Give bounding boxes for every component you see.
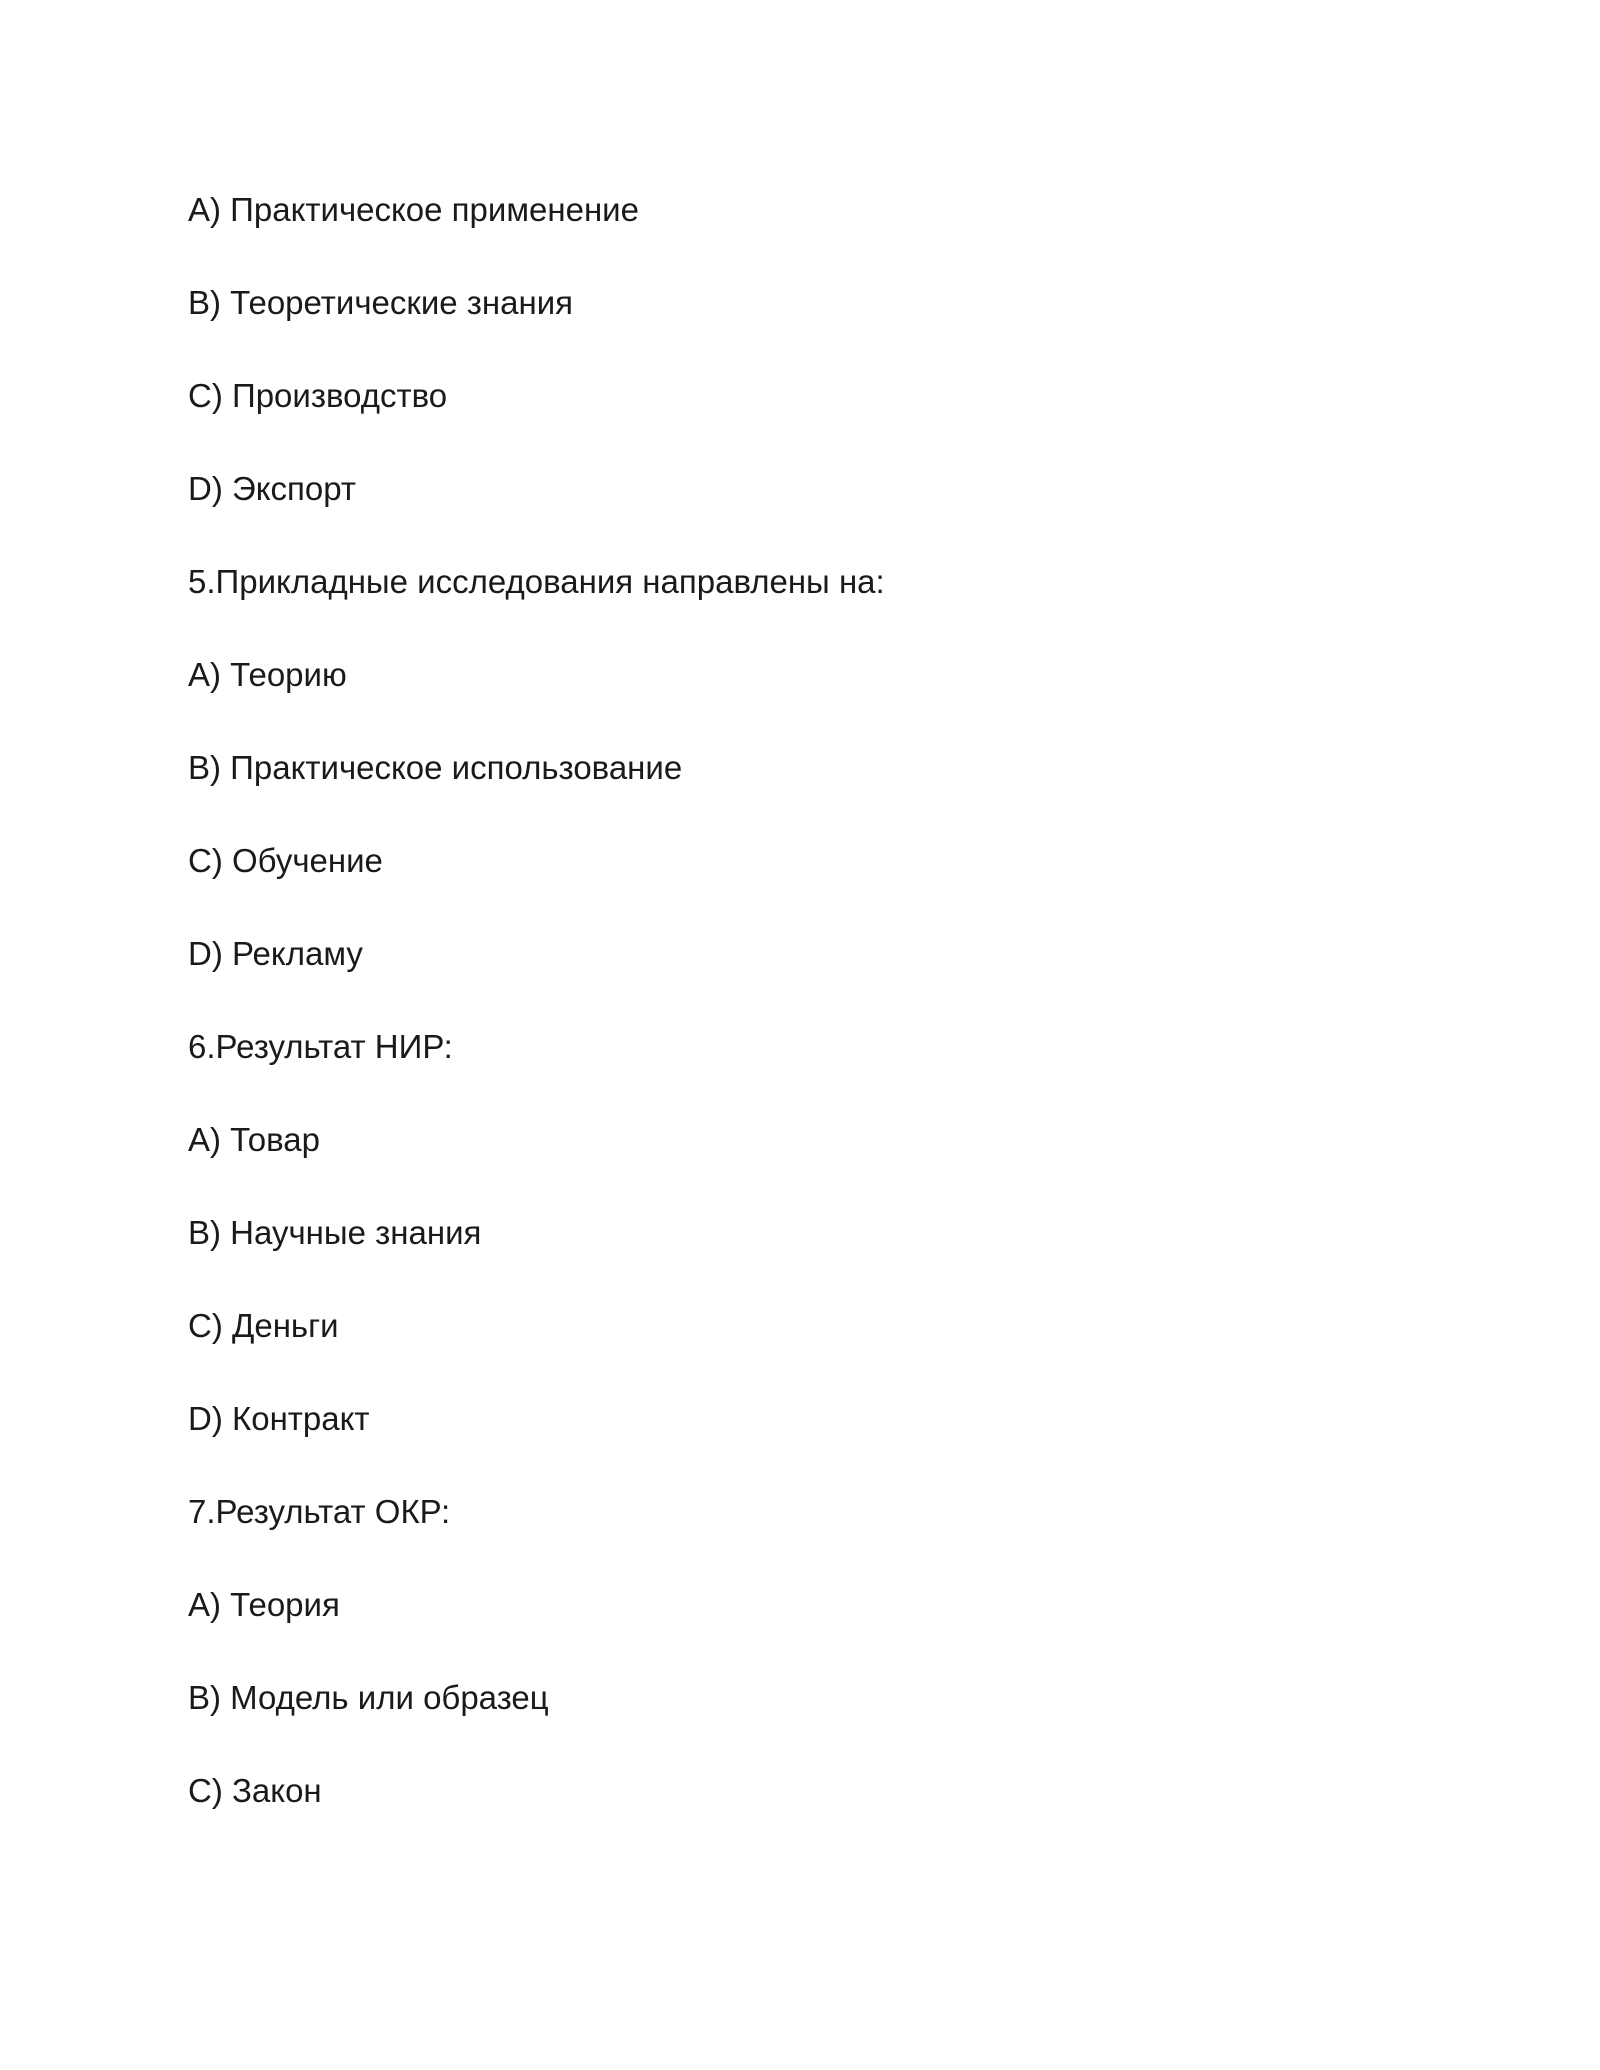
answer-option: B) Модель или образец [188, 1679, 549, 1716]
answer-option: C) Производство [188, 377, 448, 414]
question-heading: 6.Результат НИР: [188, 1028, 453, 1065]
answer-option: B) Научные знания [188, 1214, 482, 1251]
answer-option: A) Теорию [188, 656, 347, 693]
answer-option: B) Теоретические знания [188, 284, 574, 321]
answer-option: C) Обучение [188, 842, 383, 879]
answer-option: B) Практическое использование [188, 749, 683, 786]
answer-option: A) Товар [188, 1121, 320, 1158]
question-list [188, 186, 885, 1860]
question-heading: 5.Прикладные исследования направлены на: [188, 563, 885, 600]
answer-option: A) Практическое применение [188, 191, 639, 228]
answer-option: C) Закон [188, 1772, 322, 1809]
answer-option: D) Контракт [188, 1400, 370, 1437]
answer-option: D) Рекламу [188, 935, 363, 972]
answer-option: C) Деньги [188, 1307, 339, 1344]
answer-option: A) Теория [188, 1586, 340, 1623]
answer-option: D) Экспорт [188, 470, 356, 507]
question-heading: 7.Результат ОКР: [188, 1493, 451, 1530]
